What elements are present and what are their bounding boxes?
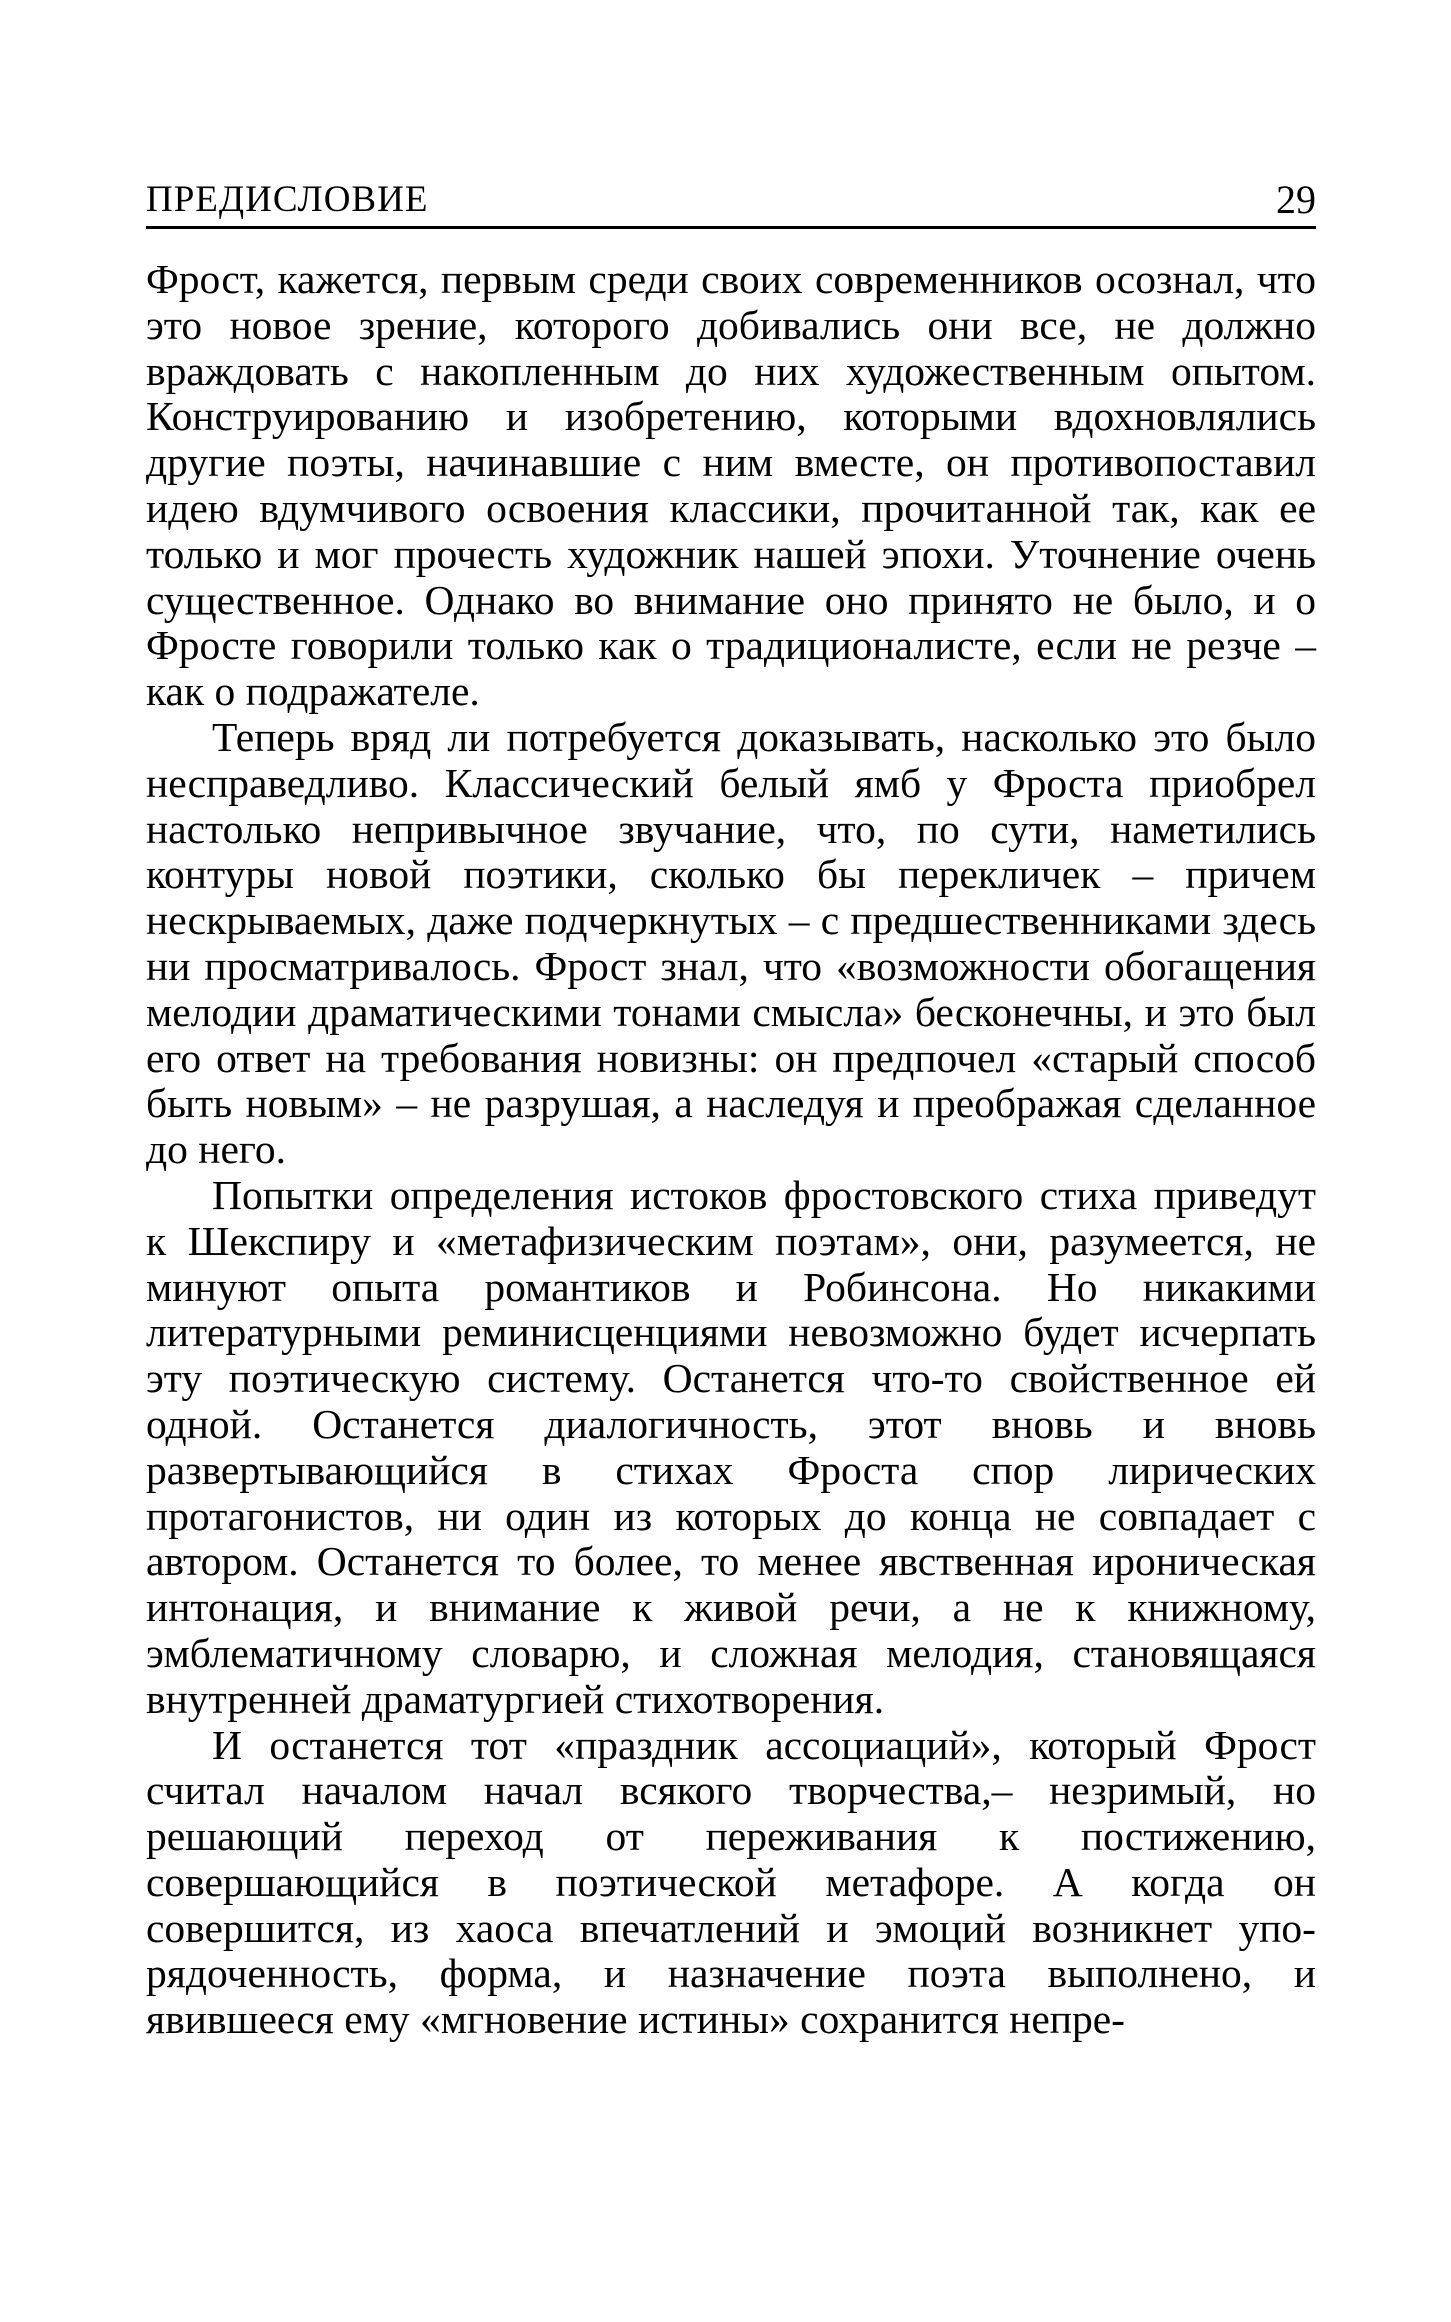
paragraph-2: Теперь вряд ли потребуется доказывать, насколько это было несправедливо. Классический белый ямб у Фроста приобрел настолько непривычное звучание, что, по сути, наметились контуры новой поэтики, сколько бы перекличек – причем нескрываемых, даже подчеркнутых – с предшественниками здесь ни просматривалось. Фрост знал, что «возможности обогащения мелодии драматическими тонами смысла» бесконечны, и это был его ответ на требования новизны: он предпочел «старый способ быть новым» – не разрушая, а наследуя и преображая сделанное до него. bbox=[146, 713, 1316, 1173]
section-title: ПРЕДИСЛОВИЕ bbox=[146, 179, 429, 220]
paragraph-1: Фрост, кажется, первым среди своих современников осознал, что это новое зрение, которого добивались они все, не должно враждовать с накопленным до них художественным опытом. Конструированию и изобретению, которыми вдохновлялись другие поэты, начинавшие с ним вместе, он противопоставил идею вдумчивого освоения классики, прочитанной так, как ее только и мог прочесть художник нашей эпохи. Уточнение очень существенное. Однако во внимание оно принято не было, и о Фросте говорили только как о традиционалисте, если не резче – как о подражателе. bbox=[146, 256, 1316, 715]
paragraph-4: И останется тот «праздник ассоциаций», который Фрост считал началом начал всякого творчества,– незримый, но решающий переход от переживания к постижению, совершающийся в поэтической метафоре. А когда он совершится, из хаоса впечатлений и эмоций возникнет упорядоченность, форма, и назначение поэта выполнено, и явившееся ему «мгновение истины» сохранится непре- bbox=[146, 1721, 1316, 2043]
running-head bbox=[146, 178, 1316, 229]
body-text bbox=[146, 257, 1316, 2043]
page-number: 29 bbox=[1276, 177, 1316, 222]
paragraph-3: Попытки определения истоков фростовского стиха приведут к Шекспиру и «метафизическим поэтам», они, разумеется, не минуют опыта романтиков и Робинсона. Но никакими литературными реминисценциями невозможно будет исчерпать эту поэтическую систему. Останется что-то свойственное ей одной. Останется диалогичность, этот вновь и вновь развертывающийся в стихах Фроста спор лирических протагонистов, ни один из которых до конца не совпадает с автором. Останется то более, то менее явственная ироническая интонация, и внимание к живой речи, а не к книжному, эмблематичному словарю, и сложная мелодия, становящаяся внутренней драматургией стихотворения. bbox=[146, 1171, 1316, 1722]
book-page bbox=[146, 178, 1316, 2043]
